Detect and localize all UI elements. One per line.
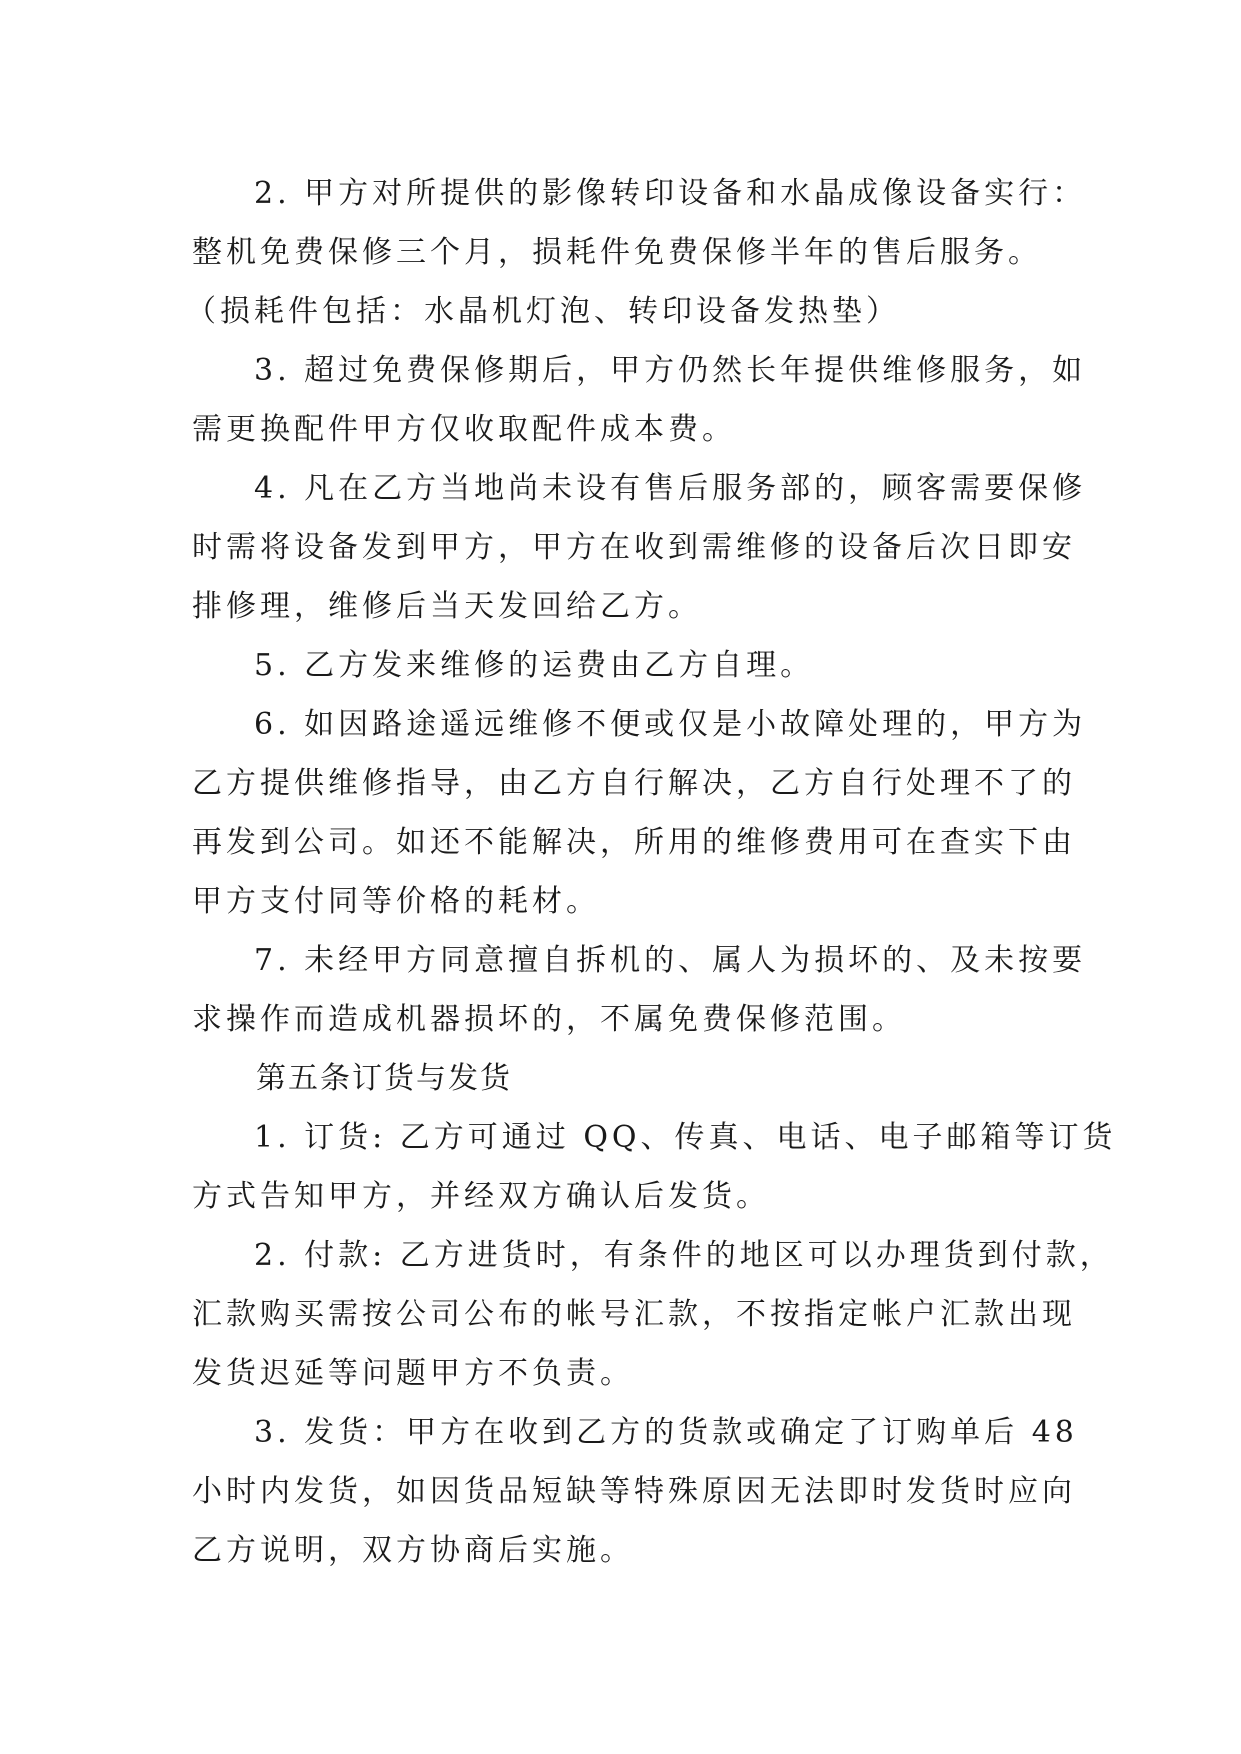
document-body <box>186 164 1117 1580</box>
paragraph-line: 2. 付款: 乙方进货时，有条件的地区可以办理货到付款， <box>254 1238 1114 1273</box>
paragraph-line: 整机免费保修三个月，损耗件免费保修半年的售后服务。 <box>192 235 1042 270</box>
paragraph-line: 方式告知甲方，并经双方确认后发货。 <box>192 1179 770 1214</box>
paragraph-line: 发货迟延等问题甲方不负责。 <box>192 1356 634 1391</box>
paragraph-line: 1. 订货: 乙方可通过 QQ、传真、电话、电子邮箱等订货 <box>254 1120 1117 1155</box>
paragraph-line: （损耗件包括：水晶机灯泡、转印设备发热垫） <box>186 294 900 329</box>
paragraph-line: 4. 凡在乙方当地尚未设有售后服务部的，顾客需要保修 <box>254 471 1087 506</box>
paragraph-line: 5. 乙方发来维修的运费由乙方自理。 <box>254 648 815 683</box>
paragraph-line: 乙方说明，双方协商后实施。 <box>192 1533 634 1568</box>
paragraph-line: 7. 未经甲方同意擅自拆机的、属人为损坏的、及未按要 <box>254 943 1087 978</box>
paragraph-line: 需更换配件甲方仅收取配件成本费。 <box>192 412 736 447</box>
paragraph-line: 3. 发货：甲方在收到乙方的货款或确定了订购单后 48 <box>254 1415 1078 1450</box>
paragraph-line: 时需将设备发到甲方，甲方在收到需维修的设备后次日即安 <box>192 530 1076 565</box>
paragraph-line: 2. 甲方对所提供的影像转印设备和水晶成像设备实行： <box>254 176 1087 211</box>
paragraph-line: 再发到公司。如还不能解决，所用的维修费用可在查实下由 <box>192 825 1076 860</box>
paragraph-line: 乙方提供维修指导，由乙方自行解决，乙方自行处理不了的 <box>192 766 1076 801</box>
paragraph-line: 汇款购买需按公司公布的帐号汇款，不按指定帐户汇款出现 <box>192 1297 1076 1332</box>
paragraph-line: 求操作而造成机器损坏的，不属免费保修范围。 <box>192 1002 906 1037</box>
paragraph-line: 小时内发货，如因货品短缺等特殊原因无法即时发货时应向 <box>192 1474 1076 1509</box>
paragraph-line: 3. 超过免费保修期后，甲方仍然长年提供维修服务，如 <box>254 353 1087 388</box>
paragraph-line: 排修理，维修后当天发回给乙方。 <box>192 589 702 624</box>
paragraph-line: 甲方支付同等价格的耗材。 <box>192 884 600 919</box>
paragraph-line: 6. 如因路途遥远维修不便或仅是小故障处理的，甲方为 <box>254 707 1087 742</box>
section-heading: 第五条订货与发货 <box>256 1061 512 1096</box>
